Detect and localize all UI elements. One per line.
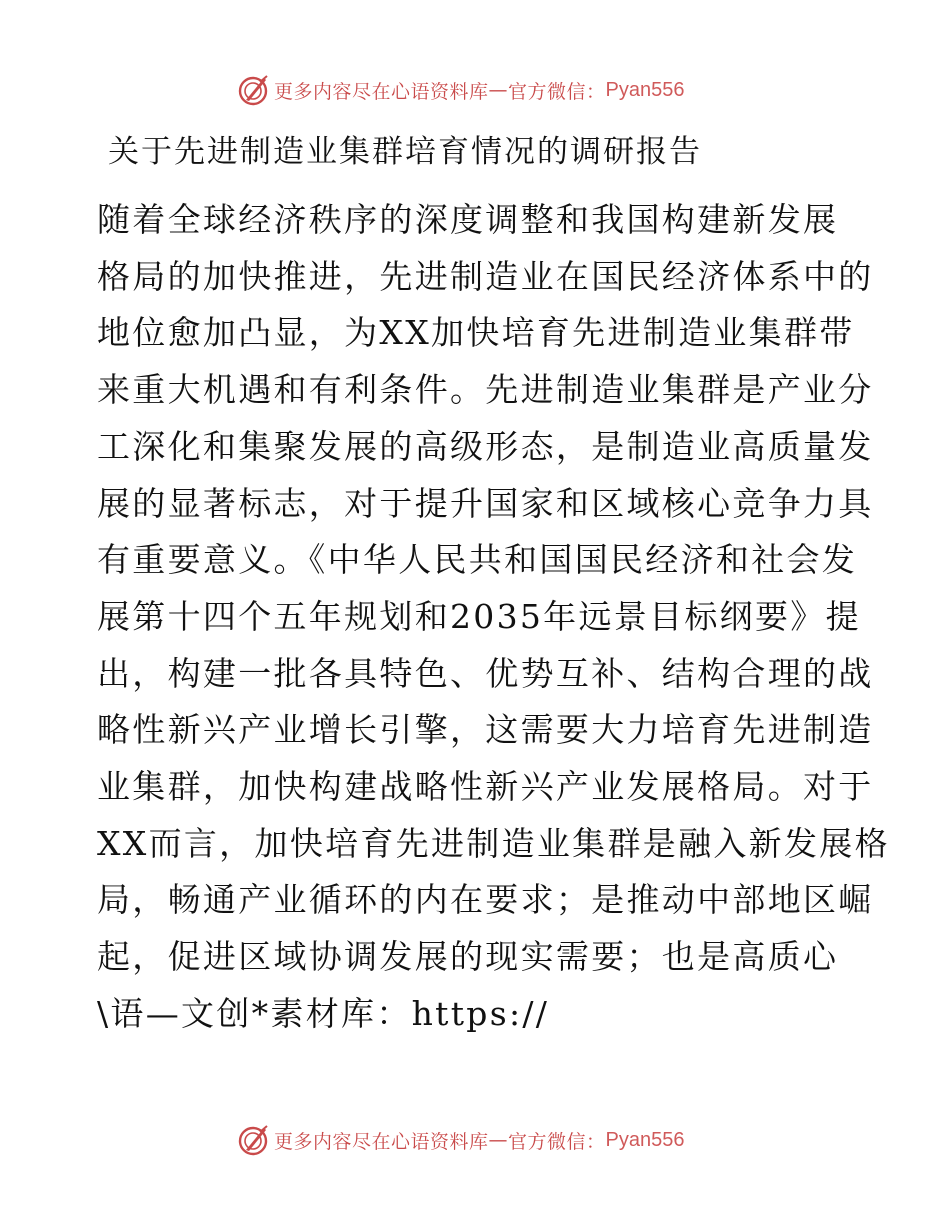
watermark-wechat-id: Pyan556 — [605, 1128, 685, 1151]
body-line: 业集群，加快构建战略性新兴产业发展格局。对于 — [97, 767, 874, 807]
watermark-wechat-label: 官方微信： — [508, 80, 606, 103]
watermark-header — [236, 72, 685, 108]
body-line: 随着全球经济秩序的深度调整和我国构建新发展 — [97, 200, 839, 239]
watermark-separator: — — [488, 79, 509, 101]
watermark-brand: 更多内容尽在心语资料库 — [274, 1130, 489, 1153]
body-line: XX而言，加快培育先进制造业集群是融入新发展格 — [97, 823, 890, 863]
watermark-brand: 更多内容尽在心语资料库 — [274, 80, 489, 103]
watermark-wechat-label: 官方微信： — [508, 1130, 606, 1153]
body-line-link: \语—文创*素材库：https:// — [97, 993, 550, 1033]
body-line: 来重大机遇和有利条件。先进制造业集群是产业分 — [97, 370, 874, 410]
body-line: 展的显著标志，对于提升国家和区域核心竞争力具 — [97, 483, 874, 523]
watermark-separator: — — [488, 1129, 509, 1151]
body-line: 展第十四个五年规划和2035年远景目标纲要》提 — [97, 596, 861, 636]
body-line: 局，畅通产业循环的内在要求；是推动中部地区崛 — [97, 880, 874, 920]
watermark-footer — [236, 1122, 685, 1158]
quill-logo-icon — [236, 1123, 270, 1157]
body-line: 起，促进区域协调发展的现实需要；也是高质心 — [97, 937, 839, 977]
document-body — [97, 192, 890, 1043]
body-line: 工深化和集聚发展的高级形态，是制造业高质量发 — [97, 426, 874, 466]
body-line: 有重要意义。《中华人民共和国国民经济和社会发 — [97, 540, 858, 580]
body-line: 出，构建一批各具特色、优势互补、结构合理的战 — [97, 653, 874, 693]
watermark-wechat-id: Pyan556 — [605, 78, 685, 101]
body-line: 格局的加快推进，先进制造业在国民经济体系中的 — [97, 256, 874, 296]
body-line: 略性新兴产业增长引擎，这需要大力培育先进制造 — [97, 710, 874, 750]
quill-logo-icon — [236, 73, 270, 107]
body-line: 地位愈加凸显，为XX加快培育先进制造业集群带 — [97, 313, 855, 353]
document-title: 关于先进制造业集群培育情况的调研报告 — [108, 134, 702, 170]
